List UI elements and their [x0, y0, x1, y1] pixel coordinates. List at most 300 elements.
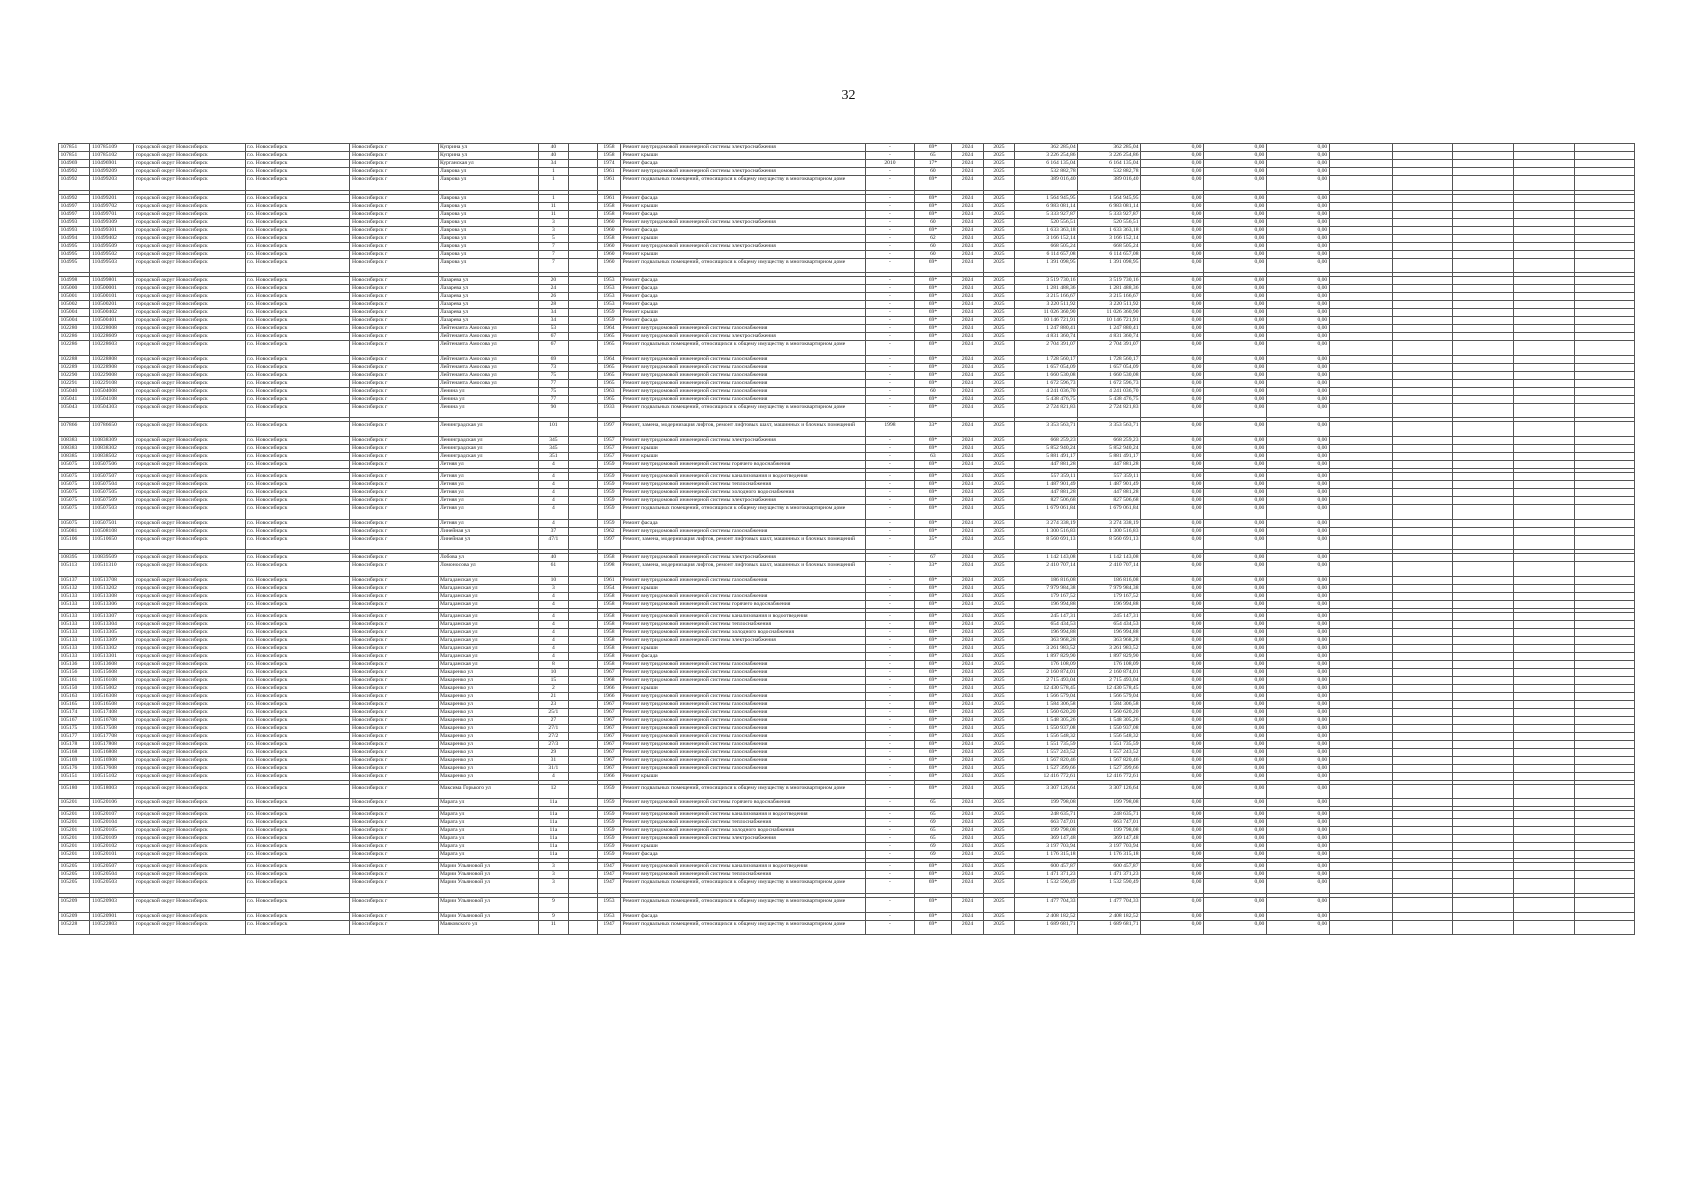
- cell-cost-budget-a: 0,00: [1141, 210, 1204, 218]
- cell-building: [568, 160, 597, 168]
- cell-work-type: Ремонт внутридомовой инженерной системы газоснабжения: [620, 395, 865, 403]
- cell-house-number: 7: [539, 250, 568, 258]
- cell-house-id: 105205: [59, 879, 90, 894]
- cell-plan-year-end: 2025: [983, 403, 1014, 418]
- cell-work-type: Ремонт, замена, модернизация лифтов, ремонт лифтовых шахт, машинных и блочных помещений: [620, 422, 865, 437]
- cell-empty: [1514, 293, 1575, 301]
- cell-empty: [1453, 562, 1514, 577]
- cell-cost-budget-a: 0,00: [1141, 480, 1204, 488]
- cell-wear-percent: 69*: [914, 371, 952, 379]
- table-row: [59, 234, 1635, 242]
- cell-empty: [1453, 819, 1514, 827]
- cell-empty: [1453, 897, 1514, 912]
- cell-building: [568, 488, 597, 496]
- cell-last-repair-year: -: [866, 871, 914, 879]
- cell-house-number: 11: [539, 920, 568, 935]
- cell-cost-budget-a: 0,00: [1141, 772, 1204, 780]
- cell-year-built: 1959: [597, 480, 620, 488]
- cell-settlement: Новосибирск г: [350, 452, 438, 460]
- cell-plan-year-start: 2024: [952, 871, 983, 879]
- cell-empty: [1329, 226, 1392, 234]
- cell-house-id: 105180: [59, 784, 90, 799]
- cell-cost-fund: 3 197 703,94: [1078, 843, 1141, 851]
- cell-settlement: Новосибирск г: [350, 799, 438, 807]
- cell-year-built: 1953: [597, 277, 620, 285]
- cell-work-type: Ремонт внутридомовой инженерной системы горячего водоснабжения: [620, 799, 865, 807]
- cell-record-id: 110515608: [90, 668, 134, 676]
- cell-total-cost: 2 160 874,01: [1015, 668, 1078, 676]
- cell-plan-year-end: 2025: [983, 851, 1014, 859]
- cell-street: Лазарева ул: [438, 293, 539, 301]
- cell-municipality: городской округ Новосибирск: [134, 644, 245, 652]
- cell-empty: [1575, 395, 1635, 403]
- cell-total-cost: 8 560 691,13: [1015, 535, 1078, 550]
- cell-cost-budget-a: 0,00: [1141, 527, 1204, 535]
- cell-empty: [1453, 652, 1514, 660]
- cell-house-id: 104993: [59, 218, 90, 226]
- cell-record-id: 110507506: [90, 460, 134, 468]
- cell-street: Лаврова ул: [438, 234, 539, 242]
- cell-cost-fund: 2 410 707,14: [1078, 562, 1141, 577]
- cell-empty: [1514, 363, 1575, 371]
- cell-cost-budget-b: 0,00: [1203, 732, 1266, 740]
- cell-city-district: г.о. Новосибирск: [245, 527, 350, 535]
- cell-empty: [1514, 912, 1575, 920]
- cell-empty: [1453, 379, 1514, 387]
- cell-work-type: Ремонт фасада: [620, 652, 865, 660]
- cell-empty: [1329, 592, 1392, 600]
- table-row: [59, 554, 1635, 562]
- cell-building: [568, 444, 597, 452]
- cell-street: Максима Горького ул: [438, 784, 539, 799]
- cell-street: Маяковского ул: [438, 920, 539, 935]
- cell-cost-budget-a: 0,00: [1141, 160, 1204, 168]
- cell-empty: [1514, 285, 1575, 293]
- cell-wear-percent: 69*: [914, 871, 952, 879]
- cell-last-repair-year: -: [866, 309, 914, 317]
- cell-total-cost: 2 408 182,52: [1015, 912, 1078, 920]
- cell-city-district: г.о. Новосибирск: [245, 301, 350, 309]
- cell-cost-owners: 0,00: [1266, 636, 1329, 644]
- cell-work-type: Ремонт крыши: [620, 644, 865, 652]
- cell-total-cost: 5 438 476,75: [1015, 395, 1078, 403]
- table-row: [59, 460, 1635, 468]
- cell-plan-year-start: 2024: [952, 799, 983, 807]
- cell-house-id: 104969: [59, 160, 90, 168]
- cell-cost-budget-b: 0,00: [1203, 827, 1266, 835]
- cell-municipality: городской округ Новосибирск: [134, 764, 245, 772]
- cell-year-built: 1965: [597, 371, 620, 379]
- cell-settlement: Новосибирск г: [350, 301, 438, 309]
- cell-empty: [1392, 871, 1453, 879]
- cell-empty: [1329, 333, 1392, 341]
- cell-work-type: Ремонт крыши: [620, 234, 865, 242]
- cell-building: [568, 644, 597, 652]
- cell-cost-budget-a: 0,00: [1141, 879, 1204, 894]
- cell-house-number: 9: [539, 897, 568, 912]
- cell-street: Лейтенанта Амосова ул: [438, 363, 539, 371]
- cell-house-number: 47/1: [539, 535, 568, 550]
- cell-total-cost: 827 506,68: [1015, 496, 1078, 504]
- cell-last-repair-year: -: [866, 879, 914, 894]
- cell-empty: [1329, 160, 1392, 168]
- cell-house-number: 5: [539, 234, 568, 242]
- cell-city-district: г.о. Новосибирск: [245, 371, 350, 379]
- cell-cost-budget-b: 0,00: [1203, 784, 1266, 799]
- cell-empty: [1514, 355, 1575, 363]
- cell-plan-year-start: 2024: [952, 341, 983, 356]
- cell-cost-owners: 0,00: [1266, 341, 1329, 356]
- cell-year-built: 1947: [597, 863, 620, 871]
- cell-work-type: Ремонт подвальных помещений, относящихся к общему имуществу в многоквартирном доме: [620, 897, 865, 912]
- table-row: [59, 620, 1635, 628]
- cell-last-repair-year: -: [866, 620, 914, 628]
- cell-empty: [1453, 285, 1514, 293]
- cell-total-cost: 248 635,71: [1015, 811, 1078, 819]
- table-row: [59, 612, 1635, 620]
- cell-empty: [1392, 592, 1453, 600]
- cell-cost-budget-b: 0,00: [1203, 202, 1266, 210]
- cell-empty: [1453, 496, 1514, 504]
- cell-empty: [1392, 562, 1453, 577]
- cell-year-built: 1964: [597, 325, 620, 333]
- cell-municipality: городской округ Новосибирск: [134, 784, 245, 799]
- cell-municipality: городской округ Новосибирск: [134, 160, 245, 168]
- cell-house-number: 90: [539, 403, 568, 418]
- cell-empty: [1453, 202, 1514, 210]
- cell-year-built: 1967: [597, 724, 620, 732]
- cell-building: [568, 333, 597, 341]
- cell-year-built: 1997: [597, 422, 620, 437]
- cell-total-cost: 5 333 927,87: [1015, 210, 1078, 218]
- cell-total-cost: 3 519 730,16: [1015, 277, 1078, 285]
- cell-cost-owners: 0,00: [1266, 325, 1329, 333]
- cell-street: Лейтенанта Амосова ул: [438, 333, 539, 341]
- cell-plan-year-start: 2024: [952, 912, 983, 920]
- cell-building: [568, 676, 597, 684]
- cell-empty: [1329, 740, 1392, 748]
- cell-house-number: 4: [539, 480, 568, 488]
- cell-empty: [1514, 732, 1575, 740]
- cell-empty: [1514, 160, 1575, 168]
- cell-plan-year-end: 2025: [983, 293, 1014, 301]
- cell-plan-year-start: 2024: [952, 444, 983, 452]
- cell-empty: [1575, 194, 1635, 202]
- cell-cost-fund: 1 247 880,41: [1078, 325, 1141, 333]
- cell-empty: [1575, 210, 1635, 218]
- cell-record-id: 110513304: [90, 620, 134, 628]
- cell-cost-budget-a: 0,00: [1141, 799, 1204, 807]
- table-row: [59, 652, 1635, 660]
- cell-year-built: 1959: [597, 851, 620, 859]
- cell-total-cost: 1 566 579,04: [1015, 692, 1078, 700]
- cell-plan-year-end: 2025: [983, 843, 1014, 851]
- cell-municipality: городской округ Новосибирск: [134, 422, 245, 437]
- cell-cost-owners: 0,00: [1266, 472, 1329, 480]
- cell-cost-owners: 0,00: [1266, 676, 1329, 684]
- cell-wear-percent: 69*: [914, 879, 952, 894]
- cell-plan-year-end: 2025: [983, 576, 1014, 584]
- cell-cost-budget-a: 0,00: [1141, 584, 1204, 592]
- cell-house-id: 105133: [59, 620, 90, 628]
- cell-empty: [1453, 293, 1514, 301]
- cell-plan-year-end: 2025: [983, 472, 1014, 480]
- cell-year-built: 1961: [597, 576, 620, 584]
- cell-house-id: 105133: [59, 652, 90, 660]
- cell-empty: [1329, 772, 1392, 780]
- cell-wear-percent: 65: [914, 835, 952, 843]
- cell-city-district: г.о. Новосибирск: [245, 644, 350, 652]
- cell-street: Лейтенанта Амосова ул: [438, 341, 539, 356]
- cell-cost-fund: 1 391 098,95: [1078, 258, 1141, 273]
- cell-cost-fund: 668 259,23: [1078, 436, 1141, 444]
- cell-work-type: Ремонт внутридомовой инженерной системы электроснабжения: [620, 835, 865, 843]
- cell-building: [568, 724, 597, 732]
- cell-wear-percent: 69*: [914, 756, 952, 764]
- cell-city-district: г.о. Новосибирск: [245, 176, 350, 191]
- table-row: [59, 851, 1635, 859]
- cell-empty: [1514, 395, 1575, 403]
- cell-empty: [1329, 920, 1392, 935]
- cell-cost-budget-a: 0,00: [1141, 756, 1204, 764]
- cell-empty: [1453, 716, 1514, 724]
- cell-empty: [1514, 835, 1575, 843]
- cell-street: Марата ул: [438, 851, 539, 859]
- cell-empty: [1575, 535, 1635, 550]
- cell-empty: [1514, 341, 1575, 356]
- cell-empty: [1329, 234, 1392, 242]
- cell-year-built: 1953: [597, 285, 620, 293]
- cell-wear-percent: 69*: [914, 740, 952, 748]
- cell-empty: [1329, 660, 1392, 668]
- cell-municipality: городской округ Новосибирск: [134, 194, 245, 202]
- cell-street: Летняя ул: [438, 519, 539, 527]
- cell-building: [568, 363, 597, 371]
- cell-plan-year-end: 2025: [983, 784, 1014, 799]
- cell-cost-fund: 5 881 491,17: [1078, 452, 1141, 460]
- cell-last-repair-year: -: [866, 504, 914, 519]
- cell-record-id: 110513302: [90, 644, 134, 652]
- cell-plan-year-start: 2024: [952, 668, 983, 676]
- cell-municipality: городской округ Новосибирск: [134, 519, 245, 527]
- cell-house-number: 31: [539, 756, 568, 764]
- cell-cost-budget-a: 0,00: [1141, 444, 1204, 452]
- cell-total-cost: 3 215 166,67: [1015, 293, 1078, 301]
- cell-cost-budget-a: 0,00: [1141, 387, 1204, 395]
- table-row: [59, 488, 1635, 496]
- cell-empty: [1575, 176, 1635, 191]
- cell-street: Летняя ул: [438, 480, 539, 488]
- cell-cost-budget-b: 0,00: [1203, 301, 1266, 309]
- cell-work-type: Ремонт подвальных помещений, относящихся к общему имуществу в многоквартирном доме: [620, 341, 865, 356]
- cell-street: Марата ул: [438, 799, 539, 807]
- cell-record-id: 110499801: [90, 277, 134, 285]
- table-row: [59, 835, 1635, 843]
- cell-empty: [1453, 843, 1514, 851]
- cell-city-district: г.о. Новосибирск: [245, 732, 350, 740]
- cell-plan-year-start: 2024: [952, 309, 983, 317]
- cell-last-repair-year: -: [866, 851, 914, 859]
- cell-work-type: Ремонт внутридомовой инженерной системы электроснабжения: [620, 144, 865, 152]
- cell-plan-year-start: 2024: [952, 764, 983, 772]
- cell-cost-budget-a: 0,00: [1141, 504, 1204, 519]
- cell-cost-owners: 0,00: [1266, 403, 1329, 418]
- cell-last-repair-year: -: [866, 387, 914, 395]
- cell-record-id: 110518003: [90, 784, 134, 799]
- cell-empty: [1392, 422, 1453, 437]
- cell-cost-budget-a: 0,00: [1141, 176, 1204, 191]
- cell-cost-fund: 12 416 772,61: [1078, 772, 1141, 780]
- cell-settlement: Новосибирск г: [350, 387, 438, 395]
- cell-cost-owners: 0,00: [1266, 444, 1329, 452]
- cell-municipality: городской округ Новосибирск: [134, 835, 245, 843]
- cell-cost-owners: 0,00: [1266, 819, 1329, 827]
- cell-plan-year-start: 2024: [952, 576, 983, 584]
- cell-plan-year-start: 2024: [952, 692, 983, 700]
- cell-work-type: Ремонт внутридомовой инженерной системы газоснабжения: [620, 387, 865, 395]
- cell-work-type: Ремонт крыши: [620, 250, 865, 258]
- cell-municipality: городской округ Новосибирск: [134, 371, 245, 379]
- cell-street: Макаренко ул: [438, 708, 539, 716]
- cell-total-cost: 1 564 945,95: [1015, 194, 1078, 202]
- cell-building: [568, 835, 597, 843]
- cell-street: Куприна ул: [438, 144, 539, 152]
- cell-house-id: 105163: [59, 692, 90, 700]
- cell-city-district: г.о. Новосибирск: [245, 210, 350, 218]
- cell-street: Магаданская ул: [438, 592, 539, 600]
- cell-plan-year-end: 2025: [983, 395, 1014, 403]
- cell-cost-budget-b: 0,00: [1203, 152, 1266, 160]
- cell-house-number: 4: [539, 628, 568, 636]
- cell-record-id: 110517408: [90, 708, 134, 716]
- cell-empty: [1329, 562, 1392, 577]
- cell-empty: [1329, 576, 1392, 584]
- cell-plan-year-end: 2025: [983, 480, 1014, 488]
- cell-record-id: 110513308: [90, 592, 134, 600]
- cell-street: Макаренко ул: [438, 764, 539, 772]
- cell-plan-year-end: 2025: [983, 827, 1014, 835]
- cell-city-district: г.о. Новосибирск: [245, 652, 350, 660]
- cell-cost-owners: 0,00: [1266, 764, 1329, 772]
- cell-total-cost: 199 798,08: [1015, 827, 1078, 835]
- cell-cost-budget-b: 0,00: [1203, 403, 1266, 418]
- cell-empty: [1453, 472, 1514, 480]
- cell-cost-budget-b: 0,00: [1203, 226, 1266, 234]
- cell-plan-year-start: 2024: [952, 363, 983, 371]
- cell-empty: [1392, 527, 1453, 535]
- cell-year-built: 1974: [597, 160, 620, 168]
- cell-house-number: 4: [539, 592, 568, 600]
- cell-record-id: 110499209: [90, 168, 134, 176]
- cell-empty: [1453, 363, 1514, 371]
- cell-cost-budget-a: 0,00: [1141, 819, 1204, 827]
- cell-empty: [1575, 317, 1635, 325]
- cell-wear-percent: 69*: [914, 309, 952, 317]
- cell-municipality: городской округ Новосибирск: [134, 827, 245, 835]
- table-row: [59, 168, 1635, 176]
- cell-building: [568, 863, 597, 871]
- cell-plan-year-end: 2025: [983, 535, 1014, 550]
- cell-year-built: 1960: [597, 250, 620, 258]
- cell-work-type: Ремонт внутридомовой инженерной системы газоснабжения: [620, 708, 865, 716]
- cell-empty: [1329, 422, 1392, 437]
- cell-cost-budget-b: 0,00: [1203, 387, 1266, 395]
- cell-house-number: 34: [539, 317, 568, 325]
- cell-cost-fund: 5 333 927,87: [1078, 210, 1141, 218]
- cell-plan-year-end: 2025: [983, 562, 1014, 577]
- cell-total-cost: 199 798,08: [1015, 799, 1078, 807]
- cell-record-id: 110513202: [90, 584, 134, 592]
- cell-plan-year-start: 2024: [952, 403, 983, 418]
- cell-house-number: 20: [539, 277, 568, 285]
- cell-plan-year-end: 2025: [983, 258, 1014, 273]
- cell-cost-owners: 0,00: [1266, 843, 1329, 851]
- cell-empty: [1329, 452, 1392, 460]
- cell-city-district: г.о. Новосибирск: [245, 827, 350, 835]
- cell-empty: [1575, 652, 1635, 660]
- cell-municipality: городской округ Новосибирск: [134, 756, 245, 764]
- cell-cost-owners: 0,00: [1266, 496, 1329, 504]
- cell-cost-budget-a: 0,00: [1141, 535, 1204, 550]
- cell-cost-budget-b: 0,00: [1203, 504, 1266, 519]
- cell-year-built: 1967: [597, 740, 620, 748]
- cell-empty: [1329, 863, 1392, 871]
- cell-empty: [1329, 152, 1392, 160]
- table-row: [59, 496, 1635, 504]
- cell-cost-budget-b: 0,00: [1203, 811, 1266, 819]
- cell-plan-year-start: 2024: [952, 636, 983, 644]
- cell-cost-owners: 0,00: [1266, 684, 1329, 692]
- cell-plan-year-start: 2024: [952, 194, 983, 202]
- cell-empty: [1392, 168, 1453, 176]
- cell-cost-budget-a: 0,00: [1141, 460, 1204, 468]
- cell-wear-percent: 69*: [914, 317, 952, 325]
- cell-municipality: городской округ Новосибирск: [134, 504, 245, 519]
- cell-settlement: Новосибирск г: [350, 827, 438, 835]
- cell-work-type: Ремонт внутридомовой инженерной системы газоснабжения: [620, 692, 865, 700]
- cell-record-id: 110499309: [90, 218, 134, 226]
- cell-cost-owners: 0,00: [1266, 218, 1329, 226]
- cell-cost-owners: 0,00: [1266, 772, 1329, 780]
- cell-empty: [1575, 620, 1635, 628]
- cell-municipality: городской округ Новосибирск: [134, 277, 245, 285]
- cell-cost-budget-b: 0,00: [1203, 835, 1266, 843]
- cell-house-number: 67: [539, 341, 568, 356]
- cell-building: [568, 668, 597, 676]
- cell-total-cost: 1 247 880,41: [1015, 325, 1078, 333]
- cell-cost-owners: 0,00: [1266, 827, 1329, 835]
- cell-city-district: г.о. Новосибирск: [245, 152, 350, 160]
- cell-street: Магаданская ул: [438, 584, 539, 592]
- cell-settlement: Новосибирск г: [350, 732, 438, 740]
- cell-record-id: 110228603: [90, 341, 134, 356]
- cell-house-number: 77: [539, 379, 568, 387]
- cell-record-id: 110228609: [90, 333, 134, 341]
- cell-record-id: 110499203: [90, 176, 134, 191]
- cell-cost-owners: 0,00: [1266, 460, 1329, 468]
- cell-cost-owners: 0,00: [1266, 168, 1329, 176]
- cell-cost-fund: 447 881,28: [1078, 460, 1141, 468]
- cell-house-number: 61: [539, 562, 568, 577]
- cell-plan-year-end: 2025: [983, 309, 1014, 317]
- cell-work-type: Ремонт внутридомовой инженерной системы газоснабжения: [620, 592, 865, 600]
- cell-plan-year-end: 2025: [983, 863, 1014, 871]
- cell-cost-budget-b: 0,00: [1203, 218, 1266, 226]
- cell-empty: [1453, 724, 1514, 732]
- cell-work-type: Ремонт внутридомовой инженерной системы газоснабжения: [620, 576, 865, 584]
- cell-house-number: 4: [539, 652, 568, 660]
- cell-empty: [1329, 700, 1392, 708]
